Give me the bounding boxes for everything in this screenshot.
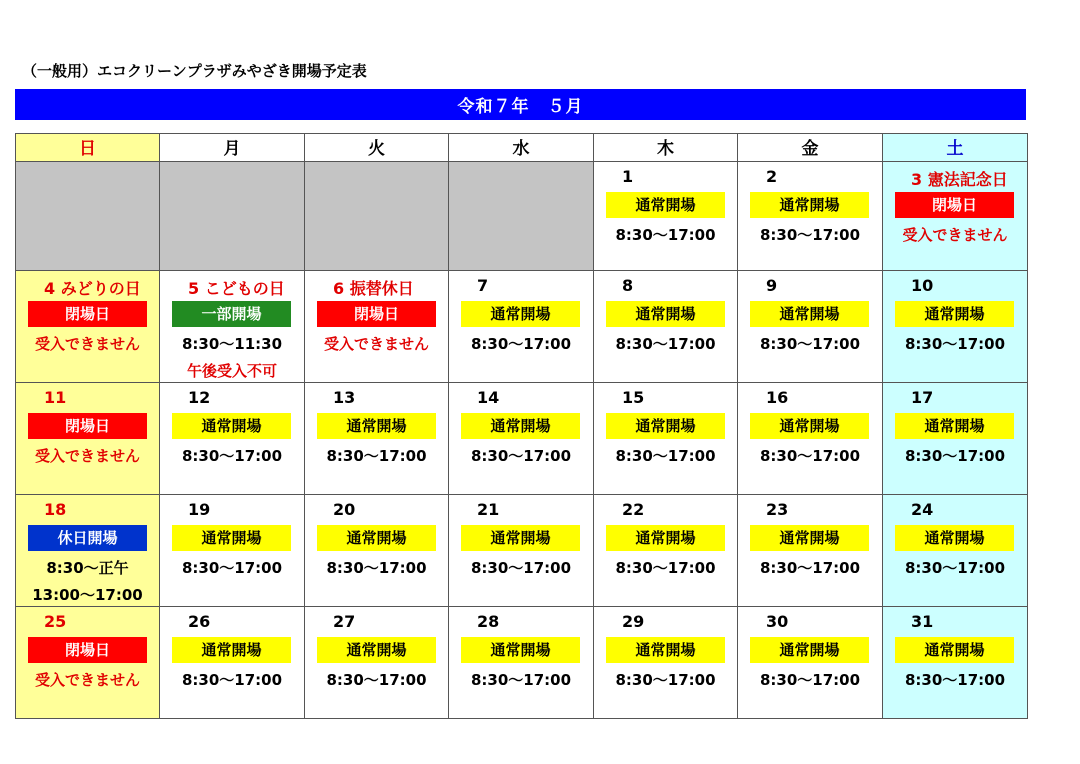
calendar-empty-cell: [449, 162, 594, 271]
status-badge: 閉場日: [317, 301, 436, 327]
day-number: 6 振替休日: [333, 279, 414, 298]
calendar-day-cell: [160, 383, 305, 495]
hours-text: 8:30～17:00: [470, 559, 572, 577]
hours-text: 8:30～17:00: [759, 671, 861, 689]
status-badge: 閉場日: [895, 192, 1014, 218]
calendar-day-cell: [594, 162, 738, 271]
day-number: 1: [622, 167, 634, 186]
hours-text: 8:30～17:00: [615, 671, 716, 689]
calendar-week-row: [16, 271, 1028, 383]
calendar-day-cell: [449, 383, 594, 495]
hours-text: 8:30～17:00: [181, 559, 283, 577]
status-badge: 通常開場: [750, 525, 869, 551]
hours-text: 8:30～17:00: [470, 335, 572, 353]
status-badge: 通常開場: [750, 192, 869, 218]
status-badge: 通常開場: [750, 413, 869, 439]
status-badge: 一部開場: [172, 301, 291, 327]
day-number: 23: [766, 500, 789, 519]
calendar-week-row: [16, 383, 1028, 495]
status-badge: 通常開場: [317, 525, 436, 551]
calendar-day-cell: [449, 607, 594, 719]
day-number: 15: [622, 388, 645, 407]
calendar-day-cell: [738, 607, 883, 719]
calendar-week-row: [16, 607, 1028, 719]
status-badge: 閉場日: [28, 637, 147, 663]
status-badge: 通常開場: [895, 525, 1014, 551]
day-number: 11: [44, 388, 67, 407]
status-badge: 通常開場: [895, 637, 1014, 663]
day-number: 26: [188, 612, 211, 631]
hours-text: 8:30～17:00: [615, 559, 716, 577]
weekday-monday: 月: [160, 134, 305, 162]
calendar-empty-cell: [16, 162, 160, 271]
day-number: 22: [622, 500, 645, 519]
document-title: （一般用）エコクリーンプラザみやざき開場予定表: [22, 62, 367, 80]
calendar-day-cell: [305, 383, 449, 495]
hours-text: 受入できません: [323, 335, 429, 353]
day-number: 28: [477, 612, 500, 631]
hours-text: 8:30～17:00: [326, 671, 427, 689]
calendar-day-cell: [883, 495, 1028, 607]
calendar-day-cell: [160, 607, 305, 719]
status-badge: 通常開場: [172, 525, 291, 551]
day-number: 14: [477, 388, 500, 407]
hours-text: 8:30～17:00: [904, 671, 1006, 689]
day-number: 25: [44, 612, 67, 631]
calendar-day-cell: [594, 607, 738, 719]
status-badge: 通常開場: [606, 525, 725, 551]
status-badge: 通常開場: [461, 301, 580, 327]
day-number: 12: [188, 388, 211, 407]
status-badge: 通常開場: [172, 637, 291, 663]
day-number: 20: [333, 500, 356, 519]
day-number: 3 憲法記念日: [911, 170, 1008, 189]
calendar-day-cell: [305, 607, 449, 719]
status-badge: 閉場日: [28, 413, 147, 439]
calendar-day-cell: [160, 271, 305, 383]
calendar-day-cell: [16, 271, 160, 383]
weekday-tuesday: 火: [305, 134, 449, 162]
day-number: 31: [911, 612, 934, 631]
note-text: 午後受入不可: [186, 362, 277, 380]
calendar-table: [15, 133, 1028, 719]
hours-text: 8:30～17:00: [326, 559, 427, 577]
hours-text: 8:30～17:00: [470, 671, 572, 689]
hours-text: 8:30～17:00: [759, 335, 861, 353]
month-label: 令和７年 ５月: [457, 97, 584, 117]
hours-text: 8:30～17:00: [759, 559, 861, 577]
calendar-day-cell: [883, 607, 1028, 719]
weekday-header-row: [16, 134, 1028, 162]
status-badge: 閉場日: [28, 301, 147, 327]
hours-text: 8:30～17:00: [904, 559, 1006, 577]
day-number: 2: [766, 167, 778, 186]
calendar-day-cell: [738, 271, 883, 383]
hours-text: 8:30～17:00: [470, 447, 572, 465]
calendar-empty-cell: [160, 162, 305, 271]
calendar-day-cell: [738, 383, 883, 495]
status-badge: 通常開場: [317, 637, 436, 663]
weekday-sunday: 日: [16, 134, 160, 162]
hours-text: 8:30～17:00: [615, 335, 716, 353]
calendar-day-cell: [883, 271, 1028, 383]
calendar-day-cell: [16, 607, 160, 719]
hours-text: 8:30～17:00: [615, 447, 716, 465]
day-number: 5 こどもの日: [188, 279, 285, 298]
status-badge: 通常開場: [317, 413, 436, 439]
day-number: 27: [333, 612, 356, 631]
calendar-week-row: [16, 162, 1028, 271]
day-number: 19: [188, 500, 211, 519]
hours-text: 8:30～17:00: [759, 447, 861, 465]
weekday-wednesday: 水: [449, 134, 594, 162]
calendar-day-cell: [594, 495, 738, 607]
day-number: 4 みどりの日: [44, 279, 141, 298]
calendar-day-cell: [449, 495, 594, 607]
day-number: 13: [333, 388, 356, 407]
status-badge: 休日開場: [28, 525, 147, 551]
hours-text: 受入できません: [34, 447, 140, 465]
status-badge: 通常開場: [172, 413, 291, 439]
day-number: 29: [622, 612, 645, 631]
calendar-day-cell: [305, 271, 449, 383]
hours-text: 8:30～17:00: [904, 447, 1006, 465]
calendar-day-cell: [16, 495, 160, 607]
calendar-day-cell: [160, 495, 305, 607]
status-badge: 通常開場: [606, 192, 725, 218]
note-text: 13:00～17:00: [32, 586, 143, 604]
status-badge: 通常開場: [461, 637, 580, 663]
status-badge: 通常開場: [461, 413, 580, 439]
calendar-day-cell: [738, 495, 883, 607]
hours-text: 受入できません: [902, 226, 1008, 244]
hours-text: 8:30～17:00: [615, 226, 716, 244]
hours-text: 8:30～17:00: [181, 447, 283, 465]
status-badge: 通常開場: [895, 301, 1014, 327]
day-number: 8: [622, 276, 634, 295]
status-badge: 通常開場: [606, 413, 725, 439]
status-badge: 通常開場: [895, 413, 1014, 439]
day-number: 10: [911, 276, 934, 295]
hours-text: 8:30～17:00: [181, 671, 283, 689]
hours-text: 8:30～17:00: [326, 447, 427, 465]
hours-text: 8:30～11:30: [181, 335, 283, 353]
hours-text: 8:30～17:00: [759, 226, 861, 244]
hours-text: 受入できません: [34, 335, 140, 353]
day-number: 18: [44, 500, 67, 519]
weekday-saturday: 土: [883, 134, 1028, 162]
hours-text: 受入できません: [34, 671, 140, 689]
calendar-day-cell: [16, 383, 160, 495]
day-number: 9: [766, 276, 778, 295]
calendar-day-cell: [883, 383, 1028, 495]
status-badge: 通常開場: [606, 301, 725, 327]
calendar-day-cell: [594, 271, 738, 383]
hours-text: 8:30～正午: [46, 559, 129, 577]
weekday-thursday: 木: [594, 134, 738, 162]
status-badge: 通常開場: [606, 637, 725, 663]
hours-text: 8:30～17:00: [904, 335, 1006, 353]
status-badge: 通常開場: [461, 525, 580, 551]
calendar-empty-cell: [305, 162, 449, 271]
weekday-friday: 金: [738, 134, 883, 162]
day-number: 7: [477, 276, 489, 295]
day-number: 21: [477, 500, 500, 519]
calendar-day-cell: [738, 162, 883, 271]
calendar-day-cell: [883, 162, 1028, 271]
calendar-day-cell: [305, 495, 449, 607]
day-number: 17: [911, 388, 934, 407]
status-badge: 通常開場: [750, 637, 869, 663]
calendar-day-cell: [449, 271, 594, 383]
status-badge: 通常開場: [750, 301, 869, 327]
calendar-week-row: [16, 495, 1028, 607]
day-number: 24: [911, 500, 934, 519]
month-header: [15, 89, 1026, 120]
calendar-day-cell: [594, 383, 738, 495]
day-number: 30: [766, 612, 789, 631]
day-number: 16: [766, 388, 789, 407]
